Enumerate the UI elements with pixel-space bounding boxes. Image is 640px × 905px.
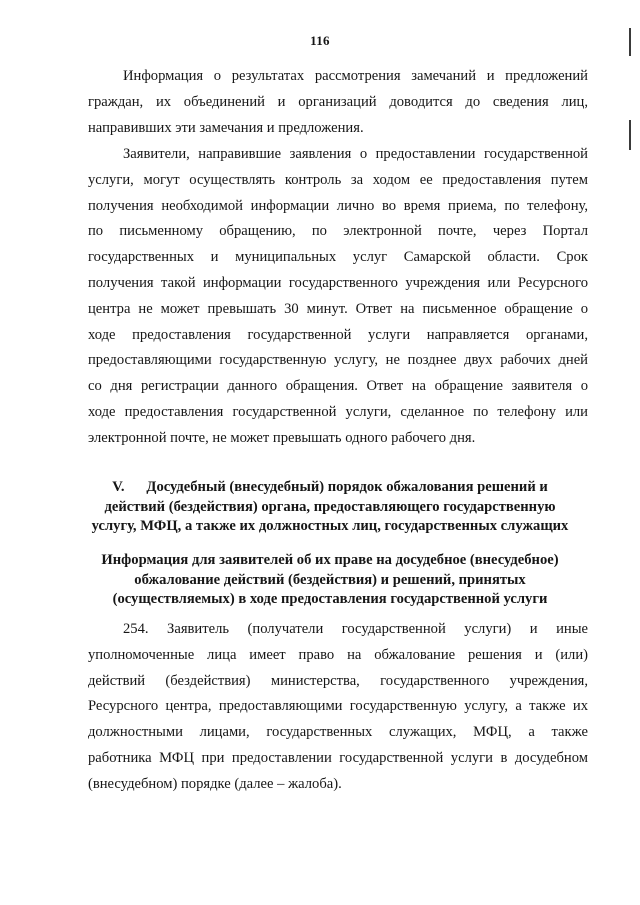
text-line: получения такой информации государственного учреждения или Ресурсного xyxy=(88,274,588,291)
text-line: ходе предоставления государственной услуги, сделанное по телефону или xyxy=(88,403,588,420)
text-line: со дня регистрации данного обращения. Ответ на обращение заявителя о xyxy=(88,378,588,395)
section-heading xyxy=(60,478,600,537)
scan-margin-mark xyxy=(629,28,631,56)
subsection-heading xyxy=(60,551,600,610)
text-line: направивших эти замечания и предложения. xyxy=(88,119,364,136)
paragraph-review-results xyxy=(88,64,588,141)
heading-line: Информация для заявителей об их праве на досудебное (внесудебное) xyxy=(101,552,559,568)
heading-line: услугу, МФЦ, а также их должностных лиц, государственных служащих xyxy=(91,518,569,535)
text-line: электронной почте, не может превышать одного рабочего дня. xyxy=(88,429,476,446)
text-line: (внесудебном) порядке (далее – жалоба). xyxy=(88,775,342,792)
heading-line: обжалование действий (бездействия) и решений, принятых xyxy=(134,571,526,588)
scan-margin-mark xyxy=(629,120,631,150)
text-line: действий (бездействия) министерства, государственного учреждения, xyxy=(88,672,588,689)
text-line: государственных и муниципальных услуг Самарской области. Срок xyxy=(88,249,588,266)
page-number: 116 xyxy=(310,33,330,48)
heading-line: (осуществляемых) в ходе предоставления государственной услуги xyxy=(112,591,548,608)
paragraph-applicant-control xyxy=(88,142,588,452)
text-line: центра не может превышать 30 минут. Ответ на письменное обращение о xyxy=(88,300,588,317)
text-line: уполномоченные лица имеет право на обжалование решения и (или) xyxy=(88,646,588,663)
heading-line: действий (бездействия) органа, предоставляющего государственную xyxy=(104,498,556,515)
paragraph-254 xyxy=(88,617,588,798)
text-line: предоставляющими государственную услугу, не позднее двух рабочих дней xyxy=(88,352,588,369)
text-line: граждан, их объединений и организаций доводится до сведения лиц, xyxy=(88,93,588,110)
text-line: работника МФЦ при предоставлении государственной услуги в досудебном xyxy=(88,749,588,766)
text-line: Ресурсного центра, предоставляющими государственную услугу, а также их xyxy=(88,698,588,715)
text-line: Заявители, направившие заявления о предоставлении государственной xyxy=(123,146,588,162)
text-line: получения необходимой информации лично во время приема, по телефону, xyxy=(88,197,588,214)
text-line: по письменному обращению, по электронной почте, через Портал xyxy=(88,223,588,240)
text-line: 254. Заявитель (получатели государственной услуги) и иные xyxy=(123,621,588,637)
text-line: услуги, могут осуществлять контроль за ходом ее предоставления путем xyxy=(88,171,588,188)
text-line: должностными лицами, государственных служащих, МФЦ, а также xyxy=(88,724,588,741)
heading-line: V. Досудебный (внесудебный) порядок обжалования решений и xyxy=(112,479,548,495)
text-line: Информация о результатах рассмотрения замечаний и предложений xyxy=(123,68,588,84)
text-line: ходе предоставления государственной услуги направляется органами, xyxy=(88,326,588,343)
